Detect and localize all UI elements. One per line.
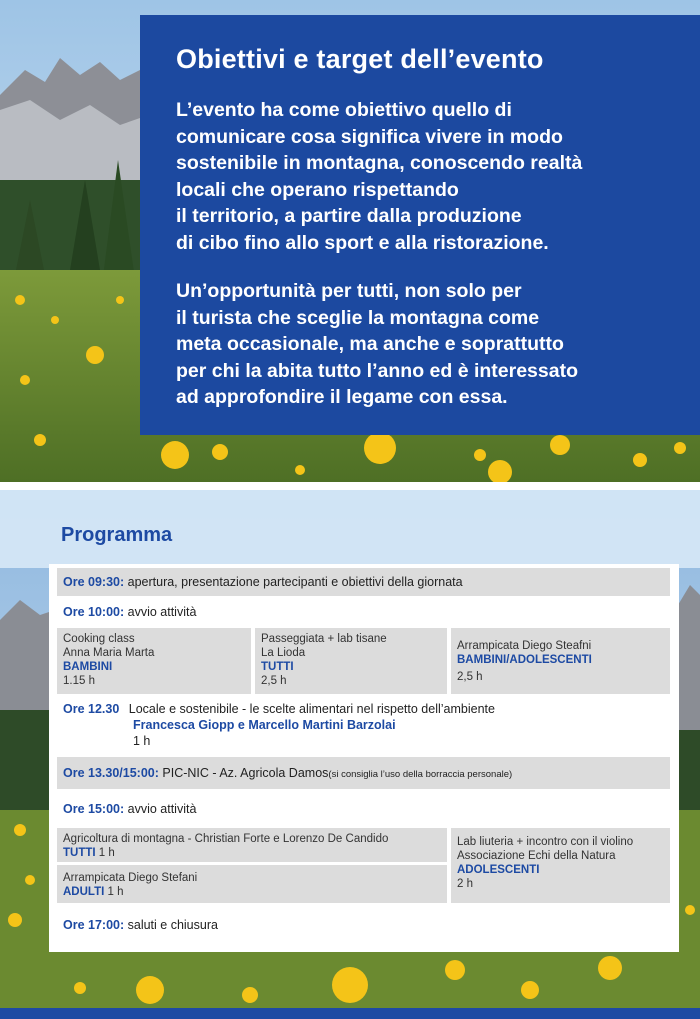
- talk-speakers: Francesca Giopp e Marcello Martini Barzolai: [133, 718, 396, 732]
- programma-panel: [0, 490, 700, 1008]
- objectives-panel: [0, 0, 700, 482]
- schedule-row-1000: [57, 598, 670, 626]
- objectives-box: [140, 15, 700, 435]
- activity-host: Anna Maria Marta: [63, 647, 155, 659]
- activity-duration: 1 h: [95, 847, 115, 859]
- activity-target: ADULTI: [63, 886, 105, 898]
- row-text: PIC-NIC - Az. Agricola Damos: [158, 766, 329, 780]
- activity-target: TUTTI: [63, 847, 96, 859]
- activity-duration: 2,5 h: [457, 671, 483, 683]
- schedule-row-1330: [57, 757, 670, 789]
- activity-duration: 1 h: [104, 886, 124, 898]
- time-label: Ore 09:30:: [63, 575, 125, 589]
- row-note: (si consiglia l’uso della borraccia personale): [328, 769, 513, 780]
- talk-title: Locale e sostenibile - le scelte alimentari nel rispetto dell’ambiente: [128, 702, 495, 716]
- activity-target: BAMBINI/ADOLESCENTI: [457, 654, 592, 666]
- activity-duration: 1.15 h: [63, 675, 95, 687]
- row-text: avvio attività: [124, 802, 197, 816]
- activity-name: Passeggiata + lab tisane: [261, 633, 387, 645]
- activity-name: Cooking class: [63, 633, 135, 645]
- programma-table: [49, 564, 679, 952]
- objectives-paragraph-2: Un’opportunità per tutti, non solo per il turista che sceglie la montagna come meta occasionale, ma anche e soprattutto per chi la abita tutto l’anno ed è interessato ad approfondire il legame con essa.: [176, 280, 578, 408]
- time-label: Ore 15:00:: [63, 802, 125, 816]
- objectives-title: Obiettivi e target dell’evento: [176, 44, 544, 74]
- activity-name: Agricoltura di montagna - Christian Forte e Lorenzo De Candido: [63, 833, 389, 845]
- activities-afternoon: [57, 828, 670, 903]
- time-label: Ore 13.30/15:00:: [63, 766, 159, 780]
- schedule-row-1700: [57, 908, 670, 942]
- activity-target: TUTTI: [261, 661, 294, 673]
- activity-host: La Lioda: [261, 647, 306, 659]
- activities-morning: [57, 628, 670, 694]
- row-text: avvio attività: [124, 605, 197, 619]
- activity-name: Arrampicata Diego Steafni: [457, 640, 592, 652]
- row-text: saluti e chiusura: [124, 918, 218, 932]
- activity-card: [451, 628, 670, 694]
- activity-card: [57, 828, 447, 862]
- time-label: Ore 17:00:: [63, 918, 125, 932]
- activity-card: [451, 828, 670, 903]
- objectives-paragraph-1: L’evento ha come obiettivo quello di comunicare cosa significa vivere in modo sostenibile in montagna, conoscendo realtà locali che operano rispettando il territorio, a partire dalla produzione di cibo fino allo sport e alla ristorazione.: [176, 99, 583, 254]
- activity-card: [57, 865, 447, 903]
- activity-host: Associazione Echi della Natura: [457, 850, 616, 862]
- schedule-row-0930: [57, 568, 670, 596]
- activity-target: BAMBINI: [63, 661, 113, 673]
- activity-duration: 2 h: [457, 878, 473, 890]
- activity-name: Lab liuteria + incontro con il violino: [457, 836, 634, 848]
- time-label: Ore 12.30: [63, 702, 120, 716]
- activity-target: ADOLESCENTI: [457, 864, 540, 876]
- activity-card: [57, 628, 251, 694]
- footer-strip: [0, 1008, 700, 1019]
- programma-title: Programma: [61, 524, 173, 546]
- activity-duration: 2,5 h: [261, 675, 287, 687]
- activity-name: Arrampicata Diego Stefani: [63, 872, 198, 884]
- row-text: apertura, presentazione partecipanti e obiettivi della giornata: [124, 575, 463, 589]
- schedule-row-1230: [57, 696, 670, 756]
- time-label: Ore 10:00:: [63, 605, 125, 619]
- activity-card: [255, 628, 447, 694]
- talk-duration: 1 h: [133, 734, 151, 748]
- schedule-row-1500: [57, 793, 670, 825]
